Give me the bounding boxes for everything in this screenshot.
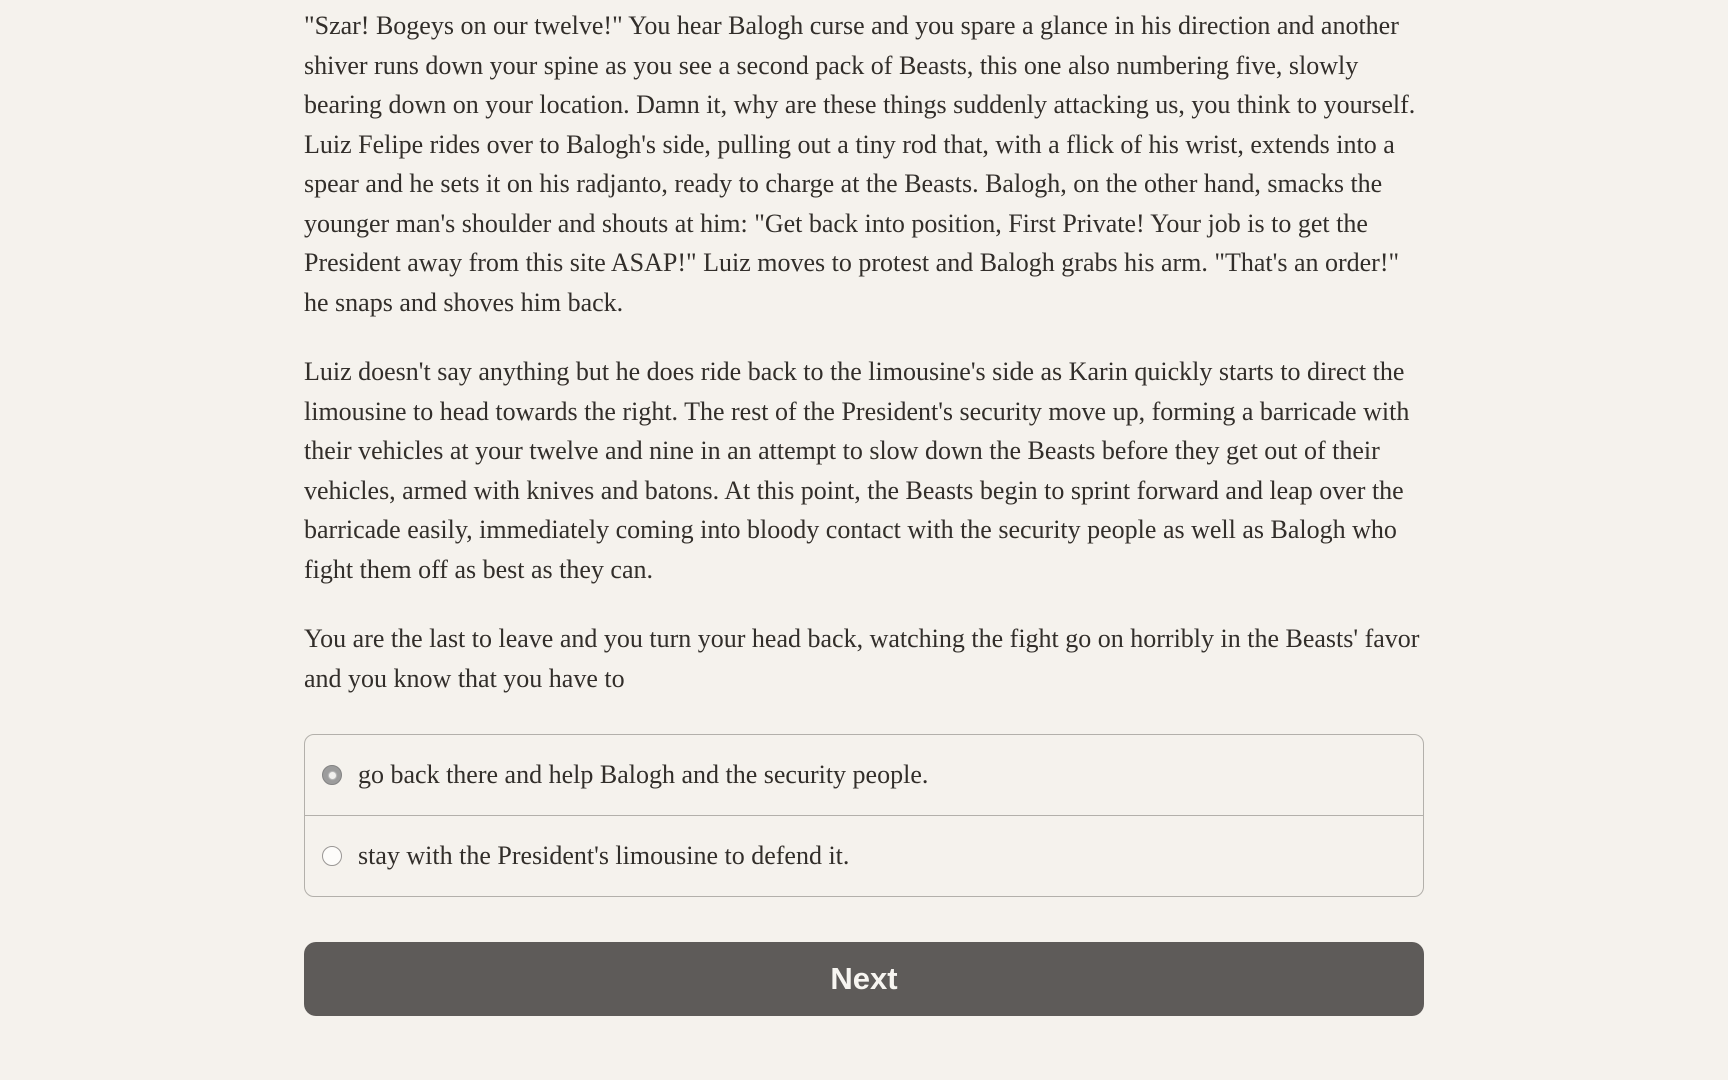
radio-button-icon[interactable] xyxy=(322,765,342,785)
choice-option-label[interactable]: go back there and help Balogh and the security people. xyxy=(358,760,929,790)
story-paragraph-3: You are the last to leave and you turn your head back, watching the fight go on horribly in the Beasts' favor and you know that you have to xyxy=(304,624,1420,693)
choice-option-label[interactable]: stay with the President's limousine to defend it. xyxy=(358,841,850,871)
choice-group xyxy=(304,734,1424,897)
story-paragraph-2: Luiz doesn't say anything but he does ride back to the limousine's side as Karin quickly starts to direct the limousine to head towards the right. The rest of the President's security move up, forming a barricade with their vehicles at your twelve and nine in an attempt to slow down the Beasts before they get out of their vehicles, armed with knives and batons. At this point, the Beasts begin to sprint forward and leap over the barricade easily, immediately coming into bloody contact with the security people as well as Balogh who fight them off as best as they can. xyxy=(304,357,1410,584)
choice-option[interactable] xyxy=(305,735,1423,815)
story-page xyxy=(304,0,1424,1016)
choice-option[interactable] xyxy=(305,815,1423,896)
next-button[interactable]: Next xyxy=(304,942,1424,1016)
story-text-block xyxy=(304,6,1424,698)
radio-button-icon[interactable] xyxy=(322,846,342,866)
story-paragraph-1: "Szar! Bogeys on our twelve!" You hear Balogh curse and you spare a glance in his direction and another shiver runs down your spine as you see a second pack of Beasts, this one also numbering five, slowly bearing down on your location. Damn it, why are these things suddenly attacking us, you think to yourself. Luiz Felipe rides over to Balogh's side, pulling out a tiny rod that, with a flick of his wrist, extends into a spear and he sets it on his radjanto, ready to charge at the Beasts. Balogh, on the other hand, smacks the younger man's shoulder and shouts at him: "Get back into position, First Private! Your job is to get the President away from this site ASAP!" Luiz moves to protest and Balogh grabs his arm. "That's an order!" he snaps and shoves him back. xyxy=(304,11,1416,317)
